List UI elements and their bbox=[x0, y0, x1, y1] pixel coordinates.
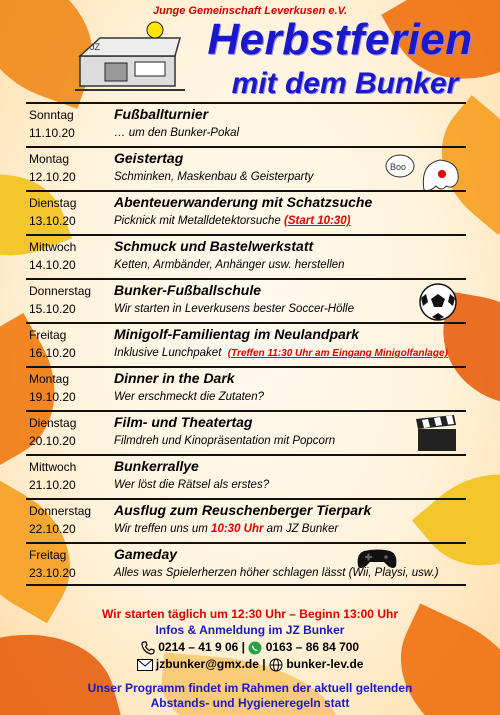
day-date: 12.10.20 bbox=[29, 170, 76, 184]
event-subtitle-text: Inklusive Lunchpaket bbox=[114, 347, 222, 359]
event-subtitle bbox=[114, 347, 448, 359]
day-name: Sonntag bbox=[29, 108, 74, 122]
ghost-icon bbox=[384, 150, 464, 192]
bunker-logo bbox=[70, 18, 190, 98]
day-date: 21.10.20 bbox=[29, 478, 76, 492]
day-name: Freitag bbox=[29, 328, 67, 342]
event-subtitle-text: Picknick mit Metalldetektorsuche bbox=[114, 215, 281, 227]
day-name: Donnerstag bbox=[29, 504, 92, 518]
day-date: 20.10.20 bbox=[29, 434, 76, 448]
organization-name: Junge Gemeinschaft Leverkusen e.V. bbox=[152, 5, 347, 17]
schedule-row bbox=[26, 454, 466, 498]
whatsapp-icon bbox=[248, 641, 262, 655]
globe-icon bbox=[269, 658, 283, 672]
email-web-line: jzbunker@gmx.de | bunker-lev.de bbox=[0, 657, 500, 672]
event-subtitle-post: am JZ Bunker bbox=[266, 523, 339, 535]
event-time: 10:30 Uhr bbox=[211, 523, 264, 535]
day-date: 14.10.20 bbox=[29, 258, 76, 272]
event-subtitle bbox=[114, 215, 350, 227]
clapperboard-icon bbox=[414, 415, 460, 453]
event-title: Ausflug zum Reuschenberger Tierpark bbox=[114, 502, 372, 518]
day-name: Montag bbox=[29, 372, 70, 386]
daily-times: Wir starten täglich um 12:30 Uhr – Beginn 13:00 Uhr bbox=[102, 607, 398, 621]
day-name: Mittwoch bbox=[29, 460, 77, 474]
day-date: 15.10.20 bbox=[29, 302, 76, 316]
event-title: Bunkerrallye bbox=[114, 458, 199, 474]
day-name: Donnerstag bbox=[29, 284, 92, 298]
mail-icon bbox=[137, 659, 153, 671]
day-date: 19.10.20 bbox=[29, 390, 76, 404]
schedule-row bbox=[26, 542, 466, 586]
schedule-row bbox=[26, 102, 466, 146]
schedule-row bbox=[26, 190, 466, 234]
phone-icon bbox=[141, 641, 155, 655]
event-subtitle: Alles was Spielerherzen höher schlagen lässt (Wii, Playsi, usw.) bbox=[114, 567, 439, 579]
schedule-row bbox=[26, 278, 466, 322]
event-title: Bunker-Fußballschule bbox=[114, 282, 262, 298]
day-name: Dienstag bbox=[29, 196, 77, 210]
mobile-number[interactable]: 0163 – 86 84 700 bbox=[265, 640, 360, 654]
day-name: Mittwoch bbox=[29, 240, 77, 254]
event-title: Fußballturnier bbox=[114, 106, 209, 122]
svg-text:Boo: Boo bbox=[390, 162, 407, 172]
event-note: (Start 10:30) bbox=[284, 215, 351, 227]
schedule-row bbox=[26, 410, 466, 454]
schedule-row bbox=[26, 146, 466, 190]
schedule-row bbox=[26, 234, 466, 278]
event-subtitle: Wir starten in Leverkusens bester Soccer-Hölle bbox=[114, 303, 355, 315]
svg-text:JZ: JZ bbox=[90, 42, 100, 52]
event-title: Geistertag bbox=[114, 150, 184, 166]
rules-line-1: Unser Programm findet im Rahmen der aktuell geltenden bbox=[87, 681, 413, 695]
schedule-row bbox=[26, 366, 466, 410]
day-date: 11.10.20 bbox=[29, 126, 75, 140]
event-title: Gameday bbox=[114, 546, 178, 562]
gamepad-icon bbox=[356, 548, 398, 570]
soccer-ball-icon bbox=[418, 282, 458, 322]
email-link[interactable]: jzbunker@gmx.de bbox=[155, 657, 259, 671]
event-subtitle: … um den Bunker-Pokal bbox=[114, 127, 240, 139]
day-name: Montag bbox=[29, 152, 70, 166]
day-date: 23.10.20 bbox=[29, 566, 76, 580]
day-name: Dienstag bbox=[29, 416, 77, 430]
day-date: 22.10.20 bbox=[29, 522, 76, 536]
schedule-row bbox=[26, 322, 466, 366]
day-date: 13.10.20 bbox=[29, 214, 76, 228]
website-link[interactable]: bunker-lev.de bbox=[286, 657, 364, 671]
title-subtitle: mit dem Bunker bbox=[231, 67, 459, 100]
rules-line-2: Abstands- und Hygieneregeln statt bbox=[150, 696, 350, 710]
event-title: Abenteuerwanderung mit Schatzsuche bbox=[114, 194, 373, 210]
info-registration: Infos & Anmeldung im JZ Bunker bbox=[155, 623, 345, 637]
title-herbstferien: Herbstferien bbox=[207, 15, 473, 64]
event-note: (Treffen 11:30 Uhr am Eingang Minigolfanlage) bbox=[227, 348, 448, 359]
phone-line: 0214 – 41 9 06 | 0163 – 86 84 700 bbox=[0, 640, 500, 655]
event-subtitle: Wer löst die Rätsel als erstes? bbox=[114, 479, 270, 491]
event-subtitle: Schminken, Maskenbau & Geisterparty bbox=[114, 171, 314, 183]
phone-number[interactable]: 0214 – 41 9 06 bbox=[158, 640, 239, 654]
event-title: Film- und Theatertag bbox=[114, 414, 253, 430]
schedule-row bbox=[26, 498, 466, 542]
day-date: 16.10.20 bbox=[29, 346, 76, 360]
event-subtitle: Filmdreh und Kinopräsentation mit Popcorn bbox=[114, 435, 336, 447]
event-title: Minigolf-Familientag im Neulandpark bbox=[114, 326, 360, 342]
event-subtitle bbox=[114, 523, 338, 535]
event-subtitle: Wer erschmeckt die Zutaten? bbox=[114, 391, 264, 403]
event-subtitle: Ketten, Armbänder, Anhänger usw. herstellen bbox=[114, 259, 345, 271]
event-title: Schmuck und Bastelwerkstatt bbox=[114, 238, 314, 254]
day-name: Freitag bbox=[29, 548, 67, 562]
event-subtitle-pre: Wir treffen uns um bbox=[114, 523, 208, 535]
event-title: Dinner in the Dark bbox=[114, 370, 235, 386]
